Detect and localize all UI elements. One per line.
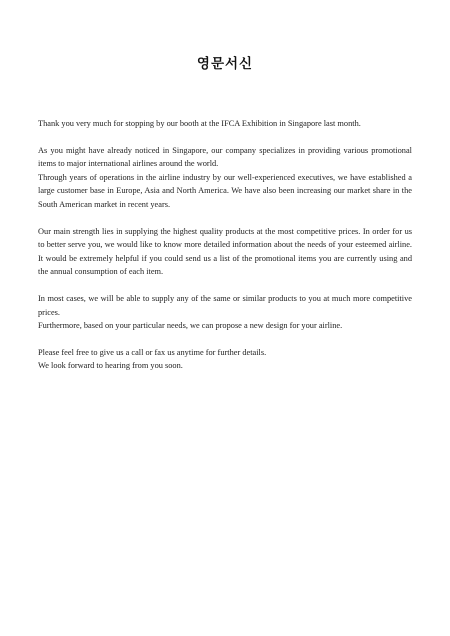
paragraph-spacer (38, 212, 412, 225)
paragraph-pricing: In most cases, we will be able to supply any of the same or similar products to you at much more competitive prices. (38, 293, 412, 317)
paragraph-company-intro: As you might have already noticed in Singapore, our company specializes in providing various promotional items to major international airlines around the world. (38, 145, 412, 169)
paragraph-spacer (38, 131, 412, 144)
paragraph-spacer (38, 333, 412, 346)
paragraph-experience: Through years of operations in the airline industry by our well-experienced executives, we have established a large customer base in Europe, Asia and North America. We have also been increasing our market share in the South American market in recent years. (38, 172, 412, 209)
document-body (38, 117, 412, 373)
document-title: 영문서신 (196, 56, 254, 72)
paragraph-main-strength: Our main strength lies in supplying the highest quality products at the most competitive prices. In order for us to better serve you, we would like to know more detailed information about the needs of your esteemed airline. It would be extremely helpful if you could send us a list of the promotional items you are currently using and the annual consumption of each item. (38, 226, 412, 277)
paragraph-closing: We look forward to hearing from you soon. (38, 361, 183, 371)
paragraph-design-proposal: Furthermore, based on your particular needs, we can propose a new design for your airline. (38, 321, 343, 331)
paragraph-thank-you: Thank you very much for stopping by our booth at the IFCA Exhibition in Singapore last month. (38, 119, 361, 128)
paragraph-spacer (38, 279, 412, 292)
paragraph-contact: Please feel free to give us a call or fax us anytime for further details. (38, 347, 267, 357)
